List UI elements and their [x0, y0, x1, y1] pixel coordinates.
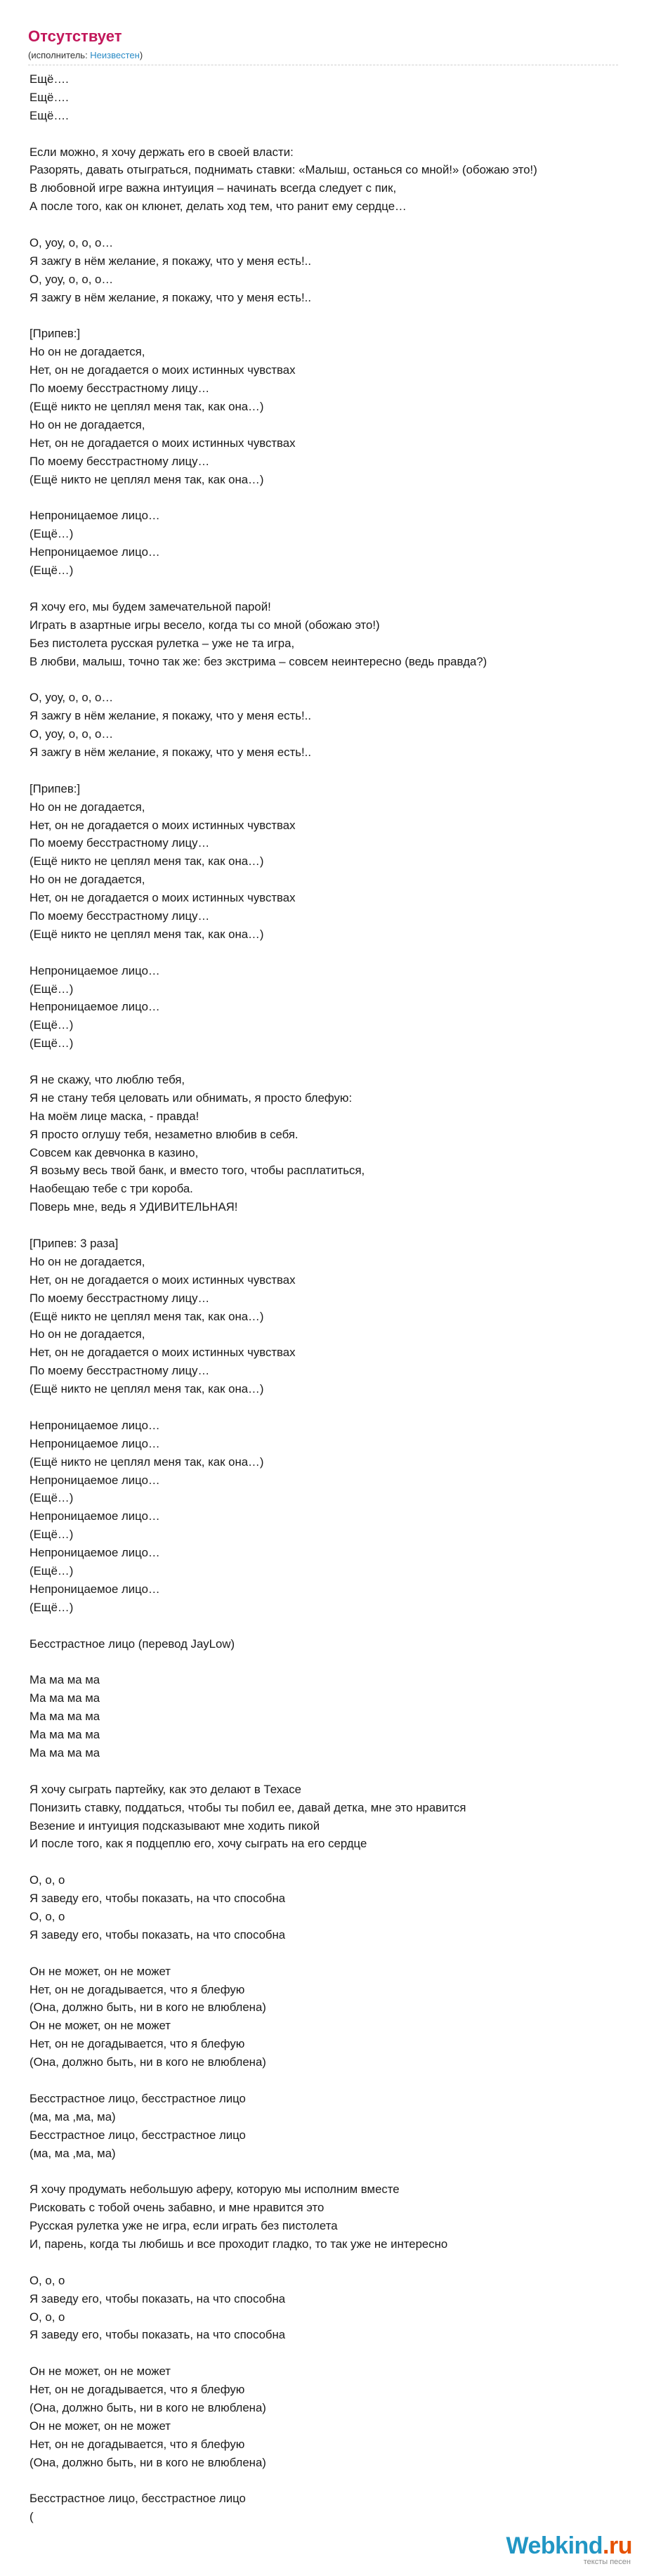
lyric-line: По моему бесстрастному лицу… — [29, 836, 210, 850]
lyric-line: О, уоу, о, о, о… — [29, 727, 114, 741]
lyrics-text — [29, 70, 634, 2526]
lyric-line: Ма ма ма ма — [29, 1728, 100, 1742]
lyric-line: Нет, он не догадывается, что я блефую — [29, 2037, 245, 2051]
stanza-gap — [29, 670, 634, 689]
lyric-line: (Ещё…) — [29, 1528, 74, 1542]
lyric-line: [Припев:] — [29, 781, 81, 795]
lyric-line: О, о, о — [29, 2273, 65, 2287]
stanza-gap — [29, 216, 634, 234]
lyric-line: Непроницаемое лицо… — [29, 1436, 160, 1450]
lyric-line: (Ещё…) — [29, 527, 74, 541]
artist-suffix: ) — [139, 50, 143, 60]
lyric-line: (ма, ма ,ма, ма) — [29, 2146, 116, 2160]
lyric-line: Он не может, он не может — [29, 2019, 171, 2033]
stanza-gap — [29, 1944, 634, 1963]
stanza-gap — [29, 2253, 634, 2272]
lyric-line: Но он не догадается, — [29, 800, 145, 814]
lyric-line: Если можно, я хочу держать его в своей власти: — [29, 145, 294, 159]
lyric-line: Но он не догадается, — [29, 1254, 145, 1268]
lyric-line: Я зажгу в нём желание, я покажу, что у меня есть!.. — [29, 254, 311, 268]
lyric-line: По моему бесстрастному лицу… — [29, 1291, 210, 1305]
lyric-line: Нет, он не догадывается, что я блефую — [29, 1982, 245, 1996]
lyric-line: [Припев:] — [29, 327, 81, 341]
lyric-line: Непроницаемое лицо… — [29, 1473, 160, 1487]
lyric-line: Разорять, давать отыграться, поднимать ставки: «Малыш, останься со мной!» (обожаю это!) — [29, 163, 537, 177]
lyric-line: Непроницаемое лицо… — [29, 1509, 160, 1523]
lyric-line: Везение и интуиция подсказывают мне ходить пикой — [29, 1819, 320, 1833]
lyric-line: Ещё…. — [29, 90, 69, 104]
stanza-gap — [29, 1216, 634, 1235]
lyric-line: Непроницаемое лицо… — [29, 545, 160, 559]
lyric-line: Я зажгу в нём желание, я покажу, что у меня есть!.. — [29, 709, 311, 723]
stanza-gap — [29, 1398, 634, 1417]
lyric-line: Играть в азартные игры весело, когда ты со мной (обожаю это!) — [29, 618, 380, 632]
lyric-line: (Она, должно быть, ни в кого не влюблена) — [29, 2455, 266, 2469]
stanza-gap — [29, 1653, 634, 1671]
lyric-line: Ма ма ма ма — [29, 1691, 100, 1705]
lyric-line: О, уоу, о, о, о… — [29, 691, 114, 705]
lyric-line: (Ещё…) — [29, 982, 74, 996]
lyric-line: ( — [29, 2510, 34, 2524]
lyric-line: По моему бесстрастному лицу… — [29, 454, 210, 468]
lyric-line: По моему бесстрастному лицу… — [29, 382, 210, 396]
lyric-line: О, уоу, о, о, о… — [29, 236, 114, 250]
lyric-line: Нет, он не догадается о моих истинных чувствах — [29, 436, 296, 450]
lyric-line: Я хочу продумать небольшую аферу, которую мы исполним вместе — [29, 2183, 400, 2197]
artist-line — [28, 49, 618, 65]
lyric-line: Я хочу его, мы будем замечательной парой! — [29, 599, 271, 613]
lyric-line: (Ещё никто не цеплял меня так, как она…) — [29, 927, 264, 941]
stanza-gap — [29, 125, 634, 143]
logo-tld: .ru — [603, 2532, 632, 2559]
stanza-gap — [29, 1853, 634, 1871]
lyric-line: Рисковать с тобой очень забавно, и мне нравится это — [29, 2201, 324, 2215]
lyric-line: Ещё…. — [29, 108, 69, 122]
stanza-gap — [29, 2344, 634, 2362]
lyric-line: В любви, малыш, точно так же: без экстрима – совсем неинтересно (ведь правда?) — [29, 654, 487, 668]
lyric-line: (Она, должно быть, ни в кого не влюблена) — [29, 2001, 266, 2015]
artist-prefix: (исполнитель: — [28, 50, 91, 60]
lyric-line: О, уоу, о, о, о… — [29, 272, 114, 286]
lyric-line: (Ещё никто не цеплял меня так, как она…) — [29, 1382, 264, 1396]
lyric-line: По моему бесстрастному лицу… — [29, 1364, 210, 1378]
lyric-line: Нет, он не догадывается, что я блефую — [29, 2383, 245, 2397]
lyric-line: Понизить ставку, поддаться, чтобы ты побил ее, давай детка, мне это нравится — [29, 1800, 466, 1814]
lyric-line: Нет, он не догадается о моих истинных чувствах — [29, 1346, 296, 1360]
lyric-line: Я не скажу, что люблю тебя, — [29, 1072, 185, 1086]
stanza-gap — [29, 1053, 634, 1071]
lyric-line: Я не стану тебя целовать или обнимать, я просто блефую: — [29, 1091, 353, 1105]
song-title: Отсутствует — [28, 27, 122, 45]
lyric-line: (Ещё…) — [29, 1036, 74, 1050]
lyric-line: Непроницаемое лицо… — [29, 1546, 160, 1560]
lyric-line: Я зажгу в нём желание, я покажу, что у меня есть!.. — [29, 745, 311, 759]
lyric-line: Ещё…. — [29, 72, 69, 86]
lyric-line: Бесстрастное лицо (перевод JayLow) — [29, 1637, 235, 1651]
lyric-line: [Припев: 3 раза] — [29, 1237, 119, 1250]
stanza-gap — [29, 2162, 634, 2180]
stanza-gap — [29, 307, 634, 325]
lyric-line: (Ещё никто не цеплял меня так, как она…) — [29, 1455, 264, 1469]
lyric-line: (Ещё…) — [29, 1564, 74, 1578]
lyric-line: Бесстрастное лицо, бесстрастное лицо — [29, 2128, 246, 2142]
lyric-line: Ма ма ма ма — [29, 1710, 100, 1724]
lyric-line: Нет, он не догадается о моих истинных чувствах — [29, 1273, 296, 1287]
lyric-line: (Она, должно быть, ни в кого не влюблена) — [29, 2055, 266, 2069]
lyric-line: Непроницаемое лицо… — [29, 1582, 160, 1596]
lyric-line: О, о, о — [29, 1909, 65, 1923]
lyric-line: О, о, о — [29, 1873, 65, 1887]
lyric-line: Совсем как девчонка в казино, — [29, 1145, 199, 1159]
stanza-gap — [29, 1762, 634, 1781]
stanza-gap — [29, 944, 634, 962]
lyric-line: Бесстрастное лицо, бесстрастное лицо — [29, 2492, 246, 2506]
artist-link[interactable]: Неизвестен — [90, 50, 140, 60]
lyric-line: Поверь мне, ведь я УДИВИТЕЛЬНАЯ! — [29, 1200, 238, 1214]
lyric-line: Наобещаю тебе с три короба. — [29, 1182, 193, 1196]
lyric-line: Он не может, он не может — [29, 1964, 171, 1978]
lyric-line: (Ещё…) — [29, 1600, 74, 1614]
lyric-line: Непроницаемое лицо… — [29, 509, 160, 523]
lyric-line: Без пистолета русская рулетка – уже не та игра, — [29, 636, 295, 650]
lyric-line: Он не может, он не может — [29, 2419, 171, 2433]
lyric-line: Я возьму весь твой банк, и вместо того, чтобы расплатиться, — [29, 1164, 365, 1178]
lyric-line: Я просто оглушу тебя, незаметно влюбив в себя. — [29, 1127, 299, 1141]
lyric-line: А после того, как он клюнет, делать ход тем, что ранит ему сердце… — [29, 200, 407, 214]
lyric-line: (Ещё никто не цеплял меня так, как она…) — [29, 472, 264, 486]
lyric-line: Непроницаемое лицо… — [29, 1000, 160, 1014]
lyric-line: В любовной игре важна интуиция – начинать всегда следует с пик, — [29, 181, 397, 195]
lyric-line: Нет, он не догадается о моих истинных чувствах — [29, 363, 296, 377]
stanza-gap — [29, 580, 634, 598]
lyric-line: Я зажгу в нём желание, я покажу, что у меня есть!.. — [29, 290, 311, 304]
lyric-line: (Ещё никто не цеплял меня так, как она…) — [29, 1309, 264, 1323]
lyric-line: (Ещё никто не цеплял меня так, как она…) — [29, 854, 264, 869]
logo-wordmark — [506, 2532, 633, 2559]
lyric-line: Но он не догадается, — [29, 417, 145, 431]
lyric-line: Непроницаемое лицо… — [29, 963, 160, 977]
lyric-line: Я заведу его, чтобы показать, на что способна — [29, 1927, 286, 1941]
lyric-line: По моему бесстрастному лицу… — [29, 909, 210, 923]
lyric-line: Я хочу сыграть партейку, как это делают в Техасе — [29, 1782, 301, 1796]
lyric-line: Я заведу его, чтобы показать, на что способна — [29, 2328, 286, 2342]
stanza-gap — [29, 2472, 634, 2490]
lyric-line: (ма, ма ,ма, ма) — [29, 2109, 116, 2123]
lyric-line: Нет, он не догадается о моих истинных чувствах — [29, 891, 296, 905]
lyric-line: Он не может, он не может — [29, 2364, 171, 2379]
lyric-line: (Ещё…) — [29, 1491, 74, 1505]
logo-name: Webkind — [506, 2532, 603, 2559]
lyric-line: Нет, он не догадывается, что я блефую — [29, 2437, 245, 2451]
logo-tagline: тексты песен — [583, 2558, 631, 2566]
stanza-gap — [29, 1617, 634, 1635]
lyric-line: И, парень, когда ты любишь и все проходит гладко, то так уже не интересно — [29, 2237, 448, 2251]
stanza-gap — [29, 762, 634, 780]
lyric-line: О, о, о — [29, 2310, 65, 2324]
lyric-line: Ма ма ма ма — [29, 1745, 100, 1759]
lyric-line: (Ещё…) — [29, 564, 74, 578]
lyric-line: (Она, должно быть, ни в кого не влюблена) — [29, 2401, 266, 2414]
lyric-line: (Ещё…) — [29, 1018, 74, 1032]
lyric-line: Я заведу его, чтобы показать, на что способна — [29, 1892, 286, 1906]
lyric-line: Но он не догадается, — [29, 345, 145, 359]
stanza-gap — [29, 488, 634, 507]
lyric-line: Непроницаемое лицо… — [29, 1418, 160, 1432]
lyric-line: Нет, он не догадается о моих истинных чувствах — [29, 818, 296, 832]
lyric-line: Ма ма ма ма — [29, 1673, 100, 1687]
lyric-line: Бесстрастное лицо, бесстрастное лицо — [29, 2091, 246, 2105]
lyric-line: На моём лице маска, - правда! — [29, 1109, 199, 1123]
lyric-line: Я заведу его, чтобы показать, на что способна — [29, 2291, 286, 2305]
lyric-line: И после того, как я подцеплю его, хочу сыграть на его сердце — [29, 1837, 367, 1851]
lyric-line: Но он не догадается, — [29, 873, 145, 887]
lyric-line: Но он не догадается, — [29, 1327, 145, 1341]
lyric-line: (Ещё никто не цеплял меня так, как она…) — [29, 400, 264, 414]
site-logo[interactable] — [506, 2532, 633, 2566]
stanza-gap — [29, 2071, 634, 2090]
lyric-line: Русская рулетка уже не игра, если играть без пистолета — [29, 2219, 338, 2233]
song-header — [28, 27, 618, 65]
